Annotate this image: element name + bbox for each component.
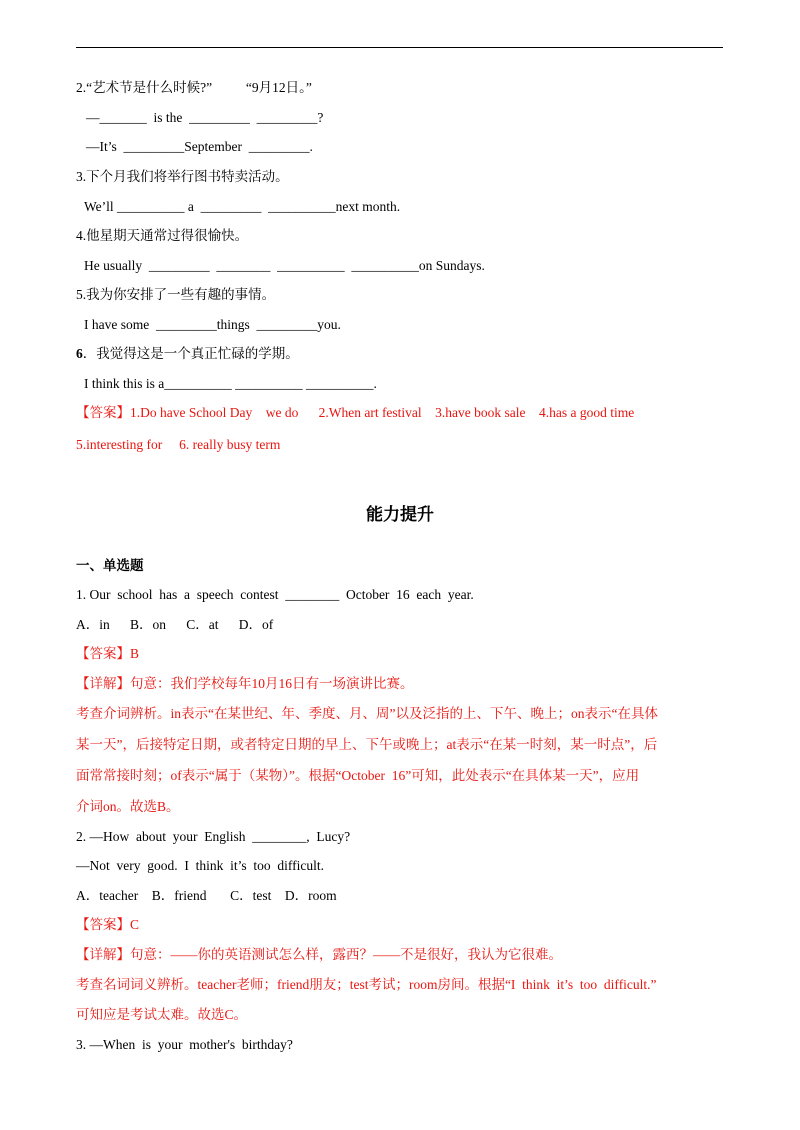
q4-prompt: 4.他星期天通常过得很愉快。 bbox=[76, 228, 249, 243]
mcq1-stem: 1. Our school has a speech contest ________ October 16 each year. bbox=[76, 587, 474, 602]
mcq2-stem: 2. —How about your English ________, Lucy? bbox=[76, 829, 351, 844]
mcq2-stem-2: —Not very good. I think it’s too difficult. bbox=[76, 858, 324, 873]
mcq1-explain-4: 面常常接时刻；of表示“属于（某物）”。根据“October 16”可知，此处表示“在具体某一天”，应用 bbox=[76, 768, 640, 783]
part1-answer-line2: 5.interesting for 6. really busy term bbox=[76, 437, 281, 452]
mcq1-answer: 【答案】B bbox=[76, 646, 140, 661]
mcq2-explain-3: 可知应是考试太难。故选C。 bbox=[76, 1007, 248, 1022]
q6-prompt bbox=[76, 345, 299, 363]
mcq1-explain-3: 某一天”，后接特定日期，或者特定日期的早上、下午或晚上；at表示“在某一时刻，某一时点”，后 bbox=[76, 737, 658, 752]
header-rule bbox=[76, 47, 723, 48]
q2-line1: —_______ is the _________ _________? bbox=[86, 110, 324, 125]
q2-line2: —It’s _________September _________. bbox=[86, 139, 313, 154]
mcq2-options: A．teacher B．friend C．test D．room bbox=[76, 888, 337, 903]
q2-prompt: 2.“艺术节是什么时候?” “9月12日。” bbox=[76, 80, 312, 95]
mcq1-explain-1: 【详解】句意：我们学校每年10月16日有一场演讲比赛。 bbox=[76, 676, 414, 691]
q5-line1: I have some _________things _________you. bbox=[84, 317, 341, 332]
mcq1-explain-5: 介词on。故选B。 bbox=[76, 799, 180, 814]
mcq2-explain-2: 考查名词词义辨析。teacher老师；friend朋友；test考试；room房间。根据“I think it’s too difficult.” bbox=[76, 977, 657, 992]
mcq2-answer: 【答案】C bbox=[76, 917, 140, 932]
mcq3-stem: 3. —When is your mother's birthday? bbox=[76, 1037, 293, 1052]
mcq1-options: A．in B．on C．at D．of bbox=[76, 617, 274, 632]
subsection-title: 一、单选题 bbox=[76, 558, 144, 573]
q3-prompt: 3.下个月我们将举行图书特卖活动。 bbox=[76, 169, 289, 184]
q6-prompt-text: ．我觉得这是一个真正忙碌的学期。 bbox=[82, 346, 299, 361]
q3-line1: We’ll __________ a _________ __________next month. bbox=[84, 199, 401, 214]
mcq2-explain-1: 【详解】句意：——你的英语测试怎么样，露西？——不是很好，我认为它很难。 bbox=[76, 947, 562, 962]
part1-answer-line1: 【答案】1.Do have School Day we do 2.When art festival 3.have book sale 4.has a good time bbox=[76, 405, 635, 420]
q4-line1: He usually _________ ________ __________ __________on Sundays. bbox=[84, 258, 485, 273]
section-title: 能力提升 bbox=[366, 505, 434, 524]
mcq1-explain-2: 考查介词辨析。in表示“在某世纪、年、季度、月、周”以及泛指的上、下午、晚上；on表示“在具体 bbox=[76, 706, 658, 721]
q5-prompt: 5.我为你安排了一些有趣的事情。 bbox=[76, 287, 276, 302]
q6-number: 6 bbox=[76, 346, 83, 361]
q6-line1: I think this is a__________ __________ __________. bbox=[84, 376, 377, 391]
